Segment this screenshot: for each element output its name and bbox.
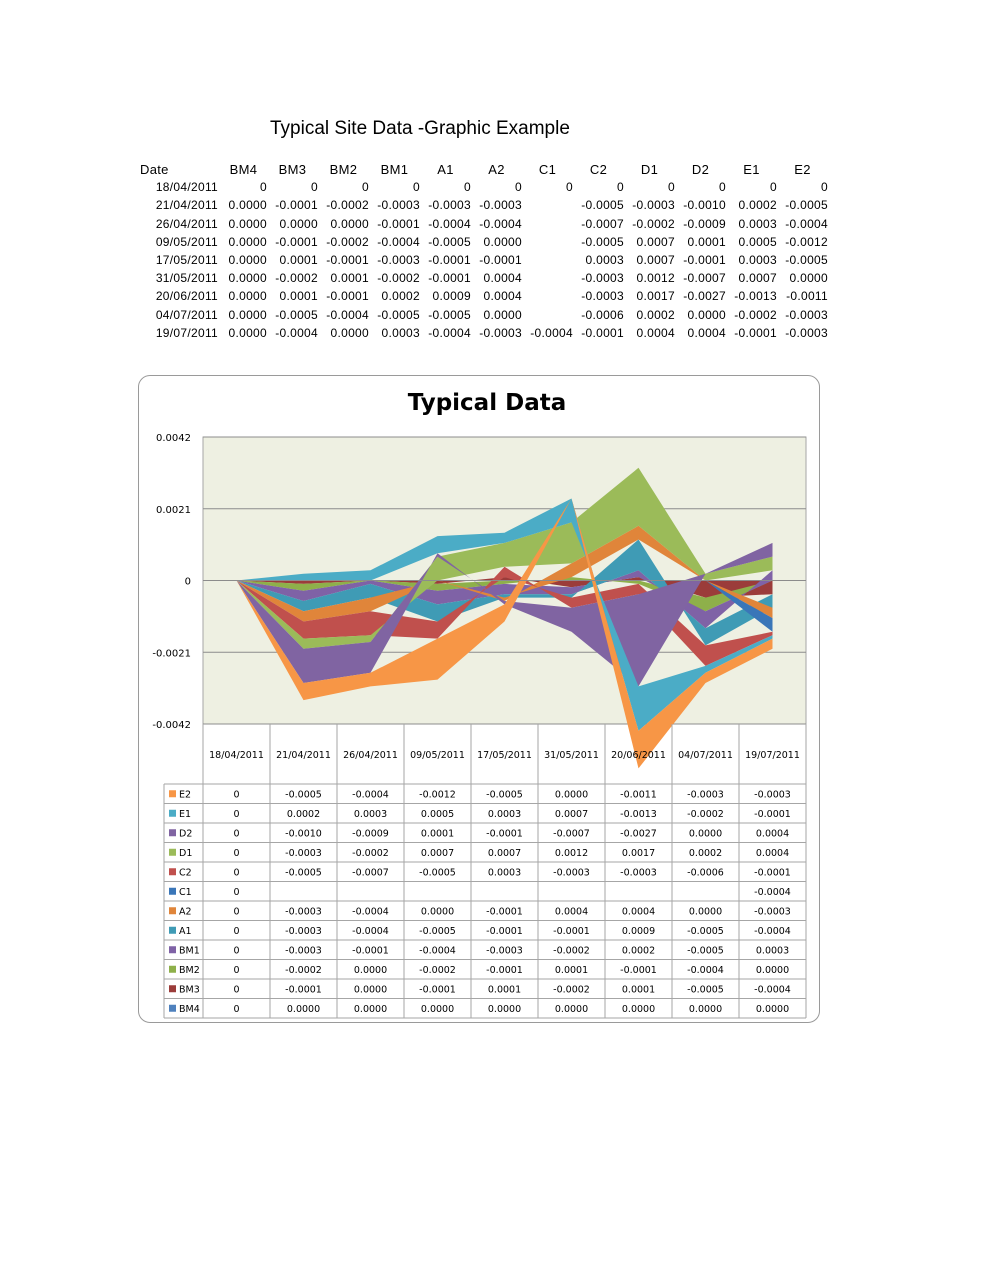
table-cell: 0.0000 (483, 234, 522, 249)
table-cell: 0 (566, 180, 573, 195)
data-table-cell: -0.0001 (486, 964, 523, 976)
legend-swatch-bm4 (169, 1005, 176, 1012)
table-cell (522, 196, 573, 214)
data-table-cell: -0.0001 (486, 828, 523, 840)
column-header-bm1: BM1 (380, 161, 409, 177)
data-table-cell: -0.0003 (285, 906, 322, 918)
data-table-cell: 0 (233, 1003, 240, 1015)
data-table-cell: -0.0004 (754, 886, 791, 898)
table-cell: 0.0000 (228, 325, 267, 340)
row-date: 04/07/2011 (155, 307, 218, 322)
table-cell: -0.0003 (632, 198, 675, 213)
table-cell: 0 (719, 180, 726, 195)
data-table-cell: 0.0004 (621, 906, 656, 918)
table-cell: 0.0000 (228, 234, 267, 249)
data-table-cell: 0 (233, 789, 240, 801)
table-cell: 0.0001 (279, 289, 318, 304)
legend-label-c2: C2 (179, 867, 192, 879)
table-cell: 0.0005 (738, 234, 777, 249)
table-cell: -0.0003 (479, 198, 522, 213)
table-cell: 0 (413, 180, 420, 195)
data-table-cell: -0.0001 (352, 945, 389, 957)
legend-label-bm2: BM2 (179, 964, 200, 976)
table-cell: 0.0000 (228, 307, 267, 322)
chart-title: Typical Data (407, 390, 567, 416)
table-cell: 0.0004 (636, 325, 675, 340)
data-table-cell: 0.0000 (688, 906, 723, 918)
column-header-c2: C2 (589, 161, 608, 177)
row-date: 18/04/2011 (155, 180, 218, 195)
x-tick-label: 20/06/2011 (611, 750, 666, 761)
x-tick-label: 31/05/2011 (544, 750, 599, 761)
table-cell: 0.0012 (636, 271, 675, 286)
table-cell: 0.0000 (228, 198, 267, 213)
data-table-cell: -0.0009 (352, 828, 389, 840)
table-cell: 0.0000 (789, 271, 828, 286)
row-date: 31/05/2011 (155, 271, 218, 286)
data-table-cell: 0.0001 (487, 984, 522, 996)
data-table-cell: -0.0001 (285, 984, 322, 996)
data-table-cell: 0.0000 (353, 964, 388, 976)
column-header-d1: D1 (640, 161, 659, 177)
x-tick-label: 21/04/2011 (276, 750, 331, 761)
data-table-cell: 0.0000 (554, 1003, 589, 1015)
y-tick-label: 0.0042 (156, 433, 191, 444)
data-table-cell: -0.0001 (419, 984, 456, 996)
table-cell (522, 215, 573, 233)
row-date: 20/06/2011 (155, 289, 218, 304)
table-cell: -0.0001 (377, 216, 420, 231)
x-tick-label: 04/07/2011 (678, 750, 733, 761)
data-table-cell: 0.0000 (755, 964, 790, 976)
table-cell: -0.0001 (326, 253, 369, 268)
data-table-cell: -0.0003 (285, 847, 322, 859)
data-table-cell: 0.0000 (688, 1003, 723, 1015)
table-cell: 0 (617, 180, 624, 195)
table-cell: -0.0005 (428, 234, 471, 249)
table-cell: -0.0011 (786, 289, 828, 304)
table-cell: -0.0004 (785, 216, 828, 231)
data-table-cell: 0.0002 (688, 847, 723, 859)
table-cell: 0.0002 (636, 307, 675, 322)
row-date: 17/05/2011 (155, 253, 218, 268)
table-cell: -0.0006 (581, 307, 624, 322)
table-row (140, 287, 828, 305)
data-table-cell: -0.0013 (620, 808, 657, 820)
legend-label-d2: D2 (179, 828, 193, 840)
site-data-table (140, 160, 828, 342)
legend-label-e2: E2 (179, 789, 192, 801)
table-cell: -0.0005 (581, 234, 624, 249)
column-header-e2: E2 (794, 161, 811, 177)
table-cell: -0.0003 (785, 307, 828, 322)
row-date: 21/04/2011 (155, 198, 218, 213)
legend-swatch-bm3 (169, 985, 176, 992)
table-cell: -0.0001 (581, 325, 624, 340)
table-cell: -0.0001 (479, 253, 522, 268)
data-table-cell: -0.0005 (687, 925, 724, 937)
area-chart (139, 376, 821, 1024)
data-table-cell: 0 (233, 886, 240, 898)
table-cell: 0 (821, 180, 828, 195)
table-cell: -0.0002 (326, 198, 369, 213)
y-tick-label: -0.0021 (152, 648, 191, 660)
legend-swatch-c1 (169, 888, 176, 895)
column-header-e1: E1 (743, 161, 760, 177)
data-table-cell: 0.0007 (487, 847, 522, 859)
table-cell: 0.0002 (738, 198, 777, 213)
table-cell: -0.0001 (428, 253, 471, 268)
table-cell: -0.0005 (428, 307, 471, 322)
legend-label-a2: A2 (179, 906, 192, 918)
data-table-cell: 0.0003 (755, 945, 790, 957)
legend-label-d1: D1 (179, 847, 193, 859)
data-table-cell: -0.0004 (754, 925, 791, 937)
data-table-cell: -0.0003 (754, 906, 791, 918)
table-cell: -0.0004 (428, 216, 471, 231)
data-table-cell: 0.0004 (755, 847, 790, 859)
legend-label-e1: E1 (179, 808, 192, 820)
table-cell: -0.0001 (275, 234, 318, 249)
table-row (140, 306, 828, 324)
table-cell: 0.0004 (687, 325, 726, 340)
table-cell: 0.0000 (228, 216, 267, 231)
data-table-cell: 0 (233, 945, 240, 957)
legend-label-bm3: BM3 (179, 984, 200, 996)
data-table-cell: 0.0003 (353, 808, 388, 820)
data-table-cell: 0.0000 (420, 906, 455, 918)
data-table-cell: 0 (233, 867, 240, 879)
table-cell: -0.0004 (479, 216, 522, 231)
data-table-cell: 0.0004 (554, 906, 589, 918)
table-cell: 0.0007 (636, 234, 675, 249)
y-tick-label: 0 (184, 576, 191, 588)
legend-swatch-a1 (169, 927, 176, 934)
data-table-cell: -0.0003 (687, 789, 724, 801)
table-row (140, 251, 828, 269)
table-cell: 0.0007 (636, 253, 675, 268)
table-cell: 0.0017 (636, 289, 675, 304)
column-header-a1: A1 (437, 161, 454, 177)
data-table-cell: 0.0002 (286, 808, 321, 820)
row-date: 19/07/2011 (155, 325, 218, 340)
data-table-cell: 0.0000 (353, 984, 388, 996)
y-tick-label: -0.0042 (152, 720, 191, 731)
data-table-cell: -0.0027 (620, 828, 657, 840)
table-cell: 0.0000 (687, 307, 726, 322)
data-table-cell: 0.0000 (286, 1003, 321, 1015)
data-table-cell: 0 (233, 847, 240, 859)
chart-container (138, 375, 820, 1023)
site-data-header-row (140, 160, 828, 178)
table-cell: -0.0003 (581, 289, 624, 304)
table-cell: -0.0003 (581, 271, 624, 286)
data-table-cell: -0.0005 (419, 925, 456, 937)
legend-swatch-c2 (169, 868, 176, 875)
table-row (140, 178, 828, 196)
table-cell: 0.0004 (483, 271, 522, 286)
legend-label-bm4: BM4 (179, 1003, 200, 1015)
table-cell: 0.0007 (738, 271, 777, 286)
table-row (140, 269, 828, 287)
column-header-bm4: BM4 (229, 161, 258, 177)
data-table-cell: 0.0000 (755, 1003, 790, 1015)
table-cell: 0.0000 (228, 271, 267, 286)
table-cell: -0.0004 (275, 325, 318, 340)
data-table-cell: 0.0000 (621, 1003, 656, 1015)
data-table-cell: -0.0005 (285, 867, 322, 879)
table-cell: 0 (515, 180, 522, 195)
data-table-cell: -0.0004 (687, 964, 724, 976)
column-header-date: Date (140, 161, 169, 177)
table-cell: 0 (362, 180, 369, 195)
legend-swatch-d2 (169, 829, 176, 836)
document-title: Typical Site Data -Graphic Example (270, 118, 570, 139)
table-cell: -0.0004 (377, 234, 420, 249)
table-cell: -0.0003 (428, 198, 471, 213)
data-table-cell: -0.0002 (553, 984, 590, 996)
table-cell: -0.0001 (428, 271, 471, 286)
site-data-body (140, 178, 828, 342)
data-table-cell: -0.0011 (620, 789, 657, 801)
data-table-cell: -0.0002 (285, 964, 322, 976)
legend-swatch-e1 (169, 810, 176, 817)
data-table-cell: -0.0004 (352, 906, 389, 918)
data-table-cell: -0.0004 (754, 984, 791, 996)
column-header-bm2: BM2 (329, 161, 358, 177)
row-date: 09/05/2011 (155, 234, 218, 249)
legend-swatch-e2 (169, 790, 176, 797)
data-table-cell: 0.0000 (420, 1003, 455, 1015)
data-table-cell: 0.0003 (487, 808, 522, 820)
table-cell: -0.0003 (377, 198, 420, 213)
table-cell: -0.0004 (428, 325, 471, 340)
table-cell: -0.0010 (683, 198, 726, 213)
data-table-cell: 0.0001 (621, 984, 656, 996)
table-cell: -0.0013 (734, 289, 777, 304)
table-cell: 0.0000 (330, 325, 369, 340)
data-table-cell: -0.0001 (754, 808, 791, 820)
data-table-cell: -0.0001 (486, 925, 523, 937)
table-cell: 0.0002 (381, 289, 420, 304)
table-cell: -0.0007 (683, 271, 726, 286)
table-cell: -0.0009 (683, 216, 726, 231)
data-table-cell: -0.0012 (419, 789, 456, 801)
table-cell: -0.0002 (632, 216, 675, 231)
data-table-cell: -0.0003 (285, 945, 322, 957)
column-header-bm3: BM3 (278, 161, 307, 177)
column-header-c1: C1 (538, 161, 557, 177)
data-table-cell: -0.0004 (352, 789, 389, 801)
legend-label-c1: C1 (179, 886, 192, 898)
data-table-cell: 0.0009 (621, 925, 656, 937)
data-table-cell: 0.0000 (688, 828, 723, 840)
data-table-cell: -0.0005 (486, 789, 523, 801)
table-cell: -0.0002 (275, 271, 318, 286)
data-table-cell: -0.0003 (754, 789, 791, 801)
table-cell: -0.0002 (326, 234, 369, 249)
table-cell: 0.0003 (738, 216, 777, 231)
table-cell: -0.0001 (734, 325, 777, 340)
legend-swatch-d1 (169, 849, 176, 856)
data-table-cell: 0.0000 (487, 1003, 522, 1015)
table-cell: 0 (668, 180, 675, 195)
data-table-cell: -0.0002 (419, 964, 456, 976)
data-table-cell: 0.0017 (621, 847, 656, 859)
data-table-cell: -0.0005 (419, 867, 456, 879)
data-table-cell: 0.0000 (554, 789, 589, 801)
table-cell: -0.0012 (785, 234, 828, 249)
table-cell: 0 (464, 180, 471, 195)
table-row (140, 196, 828, 214)
table-row (140, 324, 828, 342)
legend-label-a1: A1 (179, 925, 192, 937)
table-cell: -0.0004 (326, 307, 369, 322)
data-table-cell: -0.0004 (352, 925, 389, 937)
table-cell: -0.0027 (683, 289, 726, 304)
table-cell: 0 (311, 180, 318, 195)
data-table-cell: -0.0005 (285, 789, 322, 801)
table-cell: -0.0005 (785, 198, 828, 213)
data-table-cell: 0.0005 (420, 808, 455, 820)
data-table-cell: -0.0005 (687, 945, 724, 957)
table-cell: 0.0009 (432, 289, 471, 304)
x-tick-label: 17/05/2011 (477, 750, 532, 761)
table-cell: -0.0005 (275, 307, 318, 322)
data-table-cell: -0.0010 (285, 828, 322, 840)
legend-label-bm1: BM1 (179, 945, 200, 957)
data-table-cell: -0.0004 (419, 945, 456, 957)
table-cell: 0.0003 (738, 253, 777, 268)
table-cell (522, 269, 573, 287)
data-table-cell: -0.0003 (620, 867, 657, 879)
table-cell: 0 (770, 180, 777, 195)
data-table-cell: 0.0001 (554, 964, 589, 976)
data-table-cell: 0 (233, 964, 240, 976)
y-tick-label: 0.0021 (156, 504, 191, 516)
table-cell: -0.0003 (785, 325, 828, 340)
table-cell (522, 306, 573, 324)
data-table-cell: 0 (233, 906, 240, 918)
data-table-cell: -0.0001 (553, 925, 590, 937)
table-cell: -0.0005 (785, 253, 828, 268)
data-table-cell: 0.0007 (554, 808, 589, 820)
data-table-cell: 0 (233, 828, 240, 840)
table-cell: -0.0004 (530, 325, 573, 340)
table-cell: 0 (260, 180, 267, 195)
table-cell (522, 251, 573, 269)
table-cell: 0.0001 (279, 253, 318, 268)
table-cell: -0.0005 (377, 307, 420, 322)
legend-swatch-bm1 (169, 946, 176, 953)
table-cell: 0.0004 (483, 289, 522, 304)
table-cell: 0.0000 (228, 289, 267, 304)
data-table-cell: 0.0000 (353, 1003, 388, 1015)
x-tick-label: 19/07/2011 (745, 750, 800, 761)
x-tick-label: 09/05/2011 (410, 750, 465, 761)
table-cell: 0.0003 (585, 253, 624, 268)
data-table-cell: 0.0004 (755, 828, 790, 840)
table-cell: -0.0005 (581, 198, 624, 213)
data-table-cell: -0.0006 (687, 867, 724, 879)
data-table-cell: -0.0003 (486, 945, 523, 957)
data-table-cell: -0.0002 (687, 808, 724, 820)
table-row (140, 215, 828, 233)
table-cell: 0.0001 (687, 234, 726, 249)
table-cell: -0.0002 (734, 307, 777, 322)
table-cell: -0.0003 (377, 253, 420, 268)
data-table-cell: -0.0007 (352, 867, 389, 879)
table-cell: 0.0003 (381, 325, 420, 340)
table-cell: 0.0000 (483, 307, 522, 322)
row-date: 26/04/2011 (155, 216, 218, 231)
table-cell: 0.0001 (330, 271, 369, 286)
table-cell (522, 287, 573, 305)
x-tick-label: 18/04/2011 (209, 750, 264, 761)
data-table-cell: 0.0002 (621, 945, 656, 957)
table-cell: 0.0000 (279, 216, 318, 231)
table-cell: 0.0000 (330, 216, 369, 231)
table-cell: -0.0001 (275, 198, 318, 213)
data-table-cell: -0.0003 (285, 925, 322, 937)
data-table-cell: 0 (233, 808, 240, 820)
table-row (140, 233, 828, 251)
data-table-cell: -0.0005 (687, 984, 724, 996)
data-table-cell: -0.0001 (486, 906, 523, 918)
table-cell: -0.0002 (377, 271, 420, 286)
data-table-cell: -0.0007 (553, 828, 590, 840)
data-table-cell: 0 (233, 984, 240, 996)
data-table-cell: 0 (233, 925, 240, 937)
data-table-cell: -0.0001 (754, 867, 791, 879)
data-table-cell: -0.0002 (352, 847, 389, 859)
data-table-cell: 0.0007 (420, 847, 455, 859)
table-cell: -0.0007 (581, 216, 624, 231)
data-table-cell: -0.0001 (620, 964, 657, 976)
table-cell: 0.0000 (228, 253, 267, 268)
table-cell (522, 233, 573, 251)
legend-swatch-a2 (169, 907, 176, 914)
column-header-d2: D2 (691, 161, 710, 177)
column-header-a2: A2 (488, 161, 505, 177)
legend-swatch-bm2 (169, 966, 176, 973)
table-cell: -0.0001 (326, 289, 369, 304)
table-cell: -0.0001 (683, 253, 726, 268)
data-table-cell: -0.0002 (553, 945, 590, 957)
data-table-cell: 0.0012 (554, 847, 589, 859)
table-cell: -0.0003 (479, 325, 522, 340)
data-table-cell: 0.0001 (420, 828, 455, 840)
data-table-cell: -0.0003 (553, 867, 590, 879)
data-table-cell: 0.0003 (487, 867, 522, 879)
x-tick-label: 26/04/2011 (343, 750, 398, 761)
